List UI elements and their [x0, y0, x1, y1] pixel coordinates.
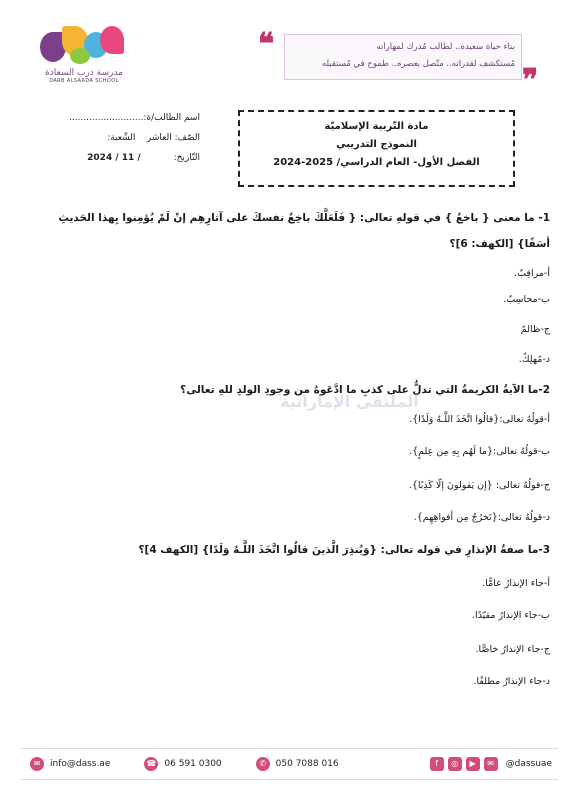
school-motto: [284, 34, 522, 80]
question-3-text: 3-ما صفةُ الإنذارِ في قوله تعالى: {وَيُنذِرَ الَّذينَ قالُوا اتَّخَذَ اللَّـهُ وَلَدًا} [الكهف 4]؟: [138, 544, 550, 556]
date-value: 2024 / 11 /: [87, 153, 141, 163]
footer-phone-1-text: 06 591 0300: [164, 759, 222, 769]
question-1-option-a[interactable]: أ-مراقِبٌ.: [514, 268, 550, 279]
student-name-field[interactable]: ..........................: [68, 113, 144, 123]
question-2-option-d[interactable]: د-قولُهُ تعالى:{تَخرُجُ مِن أفواهِهِم}.: [413, 512, 550, 523]
question-3-option-a[interactable]: أ-جاء الإنذارُ عامًّا.: [482, 578, 550, 589]
question-1-line-1: 1- ما معنى { باخعٌ } في قولهِ تعالى: { فَلَعَلَّكَ باخِعٌ نفسكَ على آثارِهِم إنْ لَمْ يُؤمِنوا بِهذا الحَديثِ: [58, 212, 550, 224]
date-row: [28, 148, 200, 168]
question-3-option-c[interactable]: ج-جاء الإنذارُ خاصًّا.: [475, 644, 550, 655]
facebook-icon[interactable]: f: [430, 757, 444, 771]
question-2-text: 2-ما الآيةُ الكريمةُ التي تدلُّ على كذبِ ما ادَّعَوهُ من وجودِ الولدِ للهِ تعالى؟: [180, 384, 550, 396]
grade-label: الصّف:: [174, 133, 200, 143]
question-1-option-c[interactable]: ج-ظالمٌ: [520, 324, 550, 335]
subject-box: [238, 110, 515, 187]
phone-icon: ☎: [144, 757, 158, 771]
instagram-icon[interactable]: ◎: [448, 757, 462, 771]
footer-phone-2-text: 050 7088 016: [275, 759, 339, 769]
term-year: الفصل الأول- العام الدراسي/ 2025-2024: [273, 157, 480, 168]
student-info: [28, 108, 200, 168]
quote-open-icon: ❝: [258, 27, 275, 62]
date-label: التّاريخ:: [173, 153, 200, 163]
quote-close-icon: ❞: [522, 63, 539, 98]
footer: [20, 748, 558, 780]
email-icon: ✉: [30, 757, 44, 771]
school-name-ar: مدرسة درب السعادة: [45, 68, 123, 78]
question-2-option-c[interactable]: ج-قولُهُ تعالى: {إن يَقولونَ إلّا كَذِبًا}.: [408, 480, 550, 491]
question-1-line-2: أسَفًا} [الكهف: 6]؟: [449, 238, 550, 250]
watermark: الملتقى الإماراتية: [280, 392, 419, 411]
exam-type: النموذج التدريبي: [336, 139, 417, 150]
motto-line-2: مُستكشف لقدراته.. متّصل بعصره.. طموح في مُستقبله: [321, 59, 515, 69]
question-2-option-b[interactable]: ب-قولُهُ تعالى:{ما لَهُم بِهِ مِن عِلمٍ}.: [409, 446, 550, 457]
logo-mark: [40, 26, 126, 66]
school-name-en: DARB ALSAADA SCHOOL: [49, 78, 119, 84]
footer-handle[interactable]: @dassuae: [505, 759, 552, 769]
whatsapp-icon: ✆: [256, 757, 270, 771]
question-3-option-b[interactable]: ب-جاء الإنذارُ مقيّدًا.: [472, 610, 550, 621]
grade-value: العاشر: [146, 133, 172, 143]
section-label: الشّعبة:: [107, 133, 136, 143]
footer-email-text: info@dass.ae: [50, 759, 111, 769]
footer-email[interactable]: [30, 757, 110, 771]
subject-title: مادة التّربية الإسلاميّة: [324, 121, 429, 132]
grade-row: [28, 128, 200, 148]
footer-social: [430, 757, 552, 771]
footer-phone-1[interactable]: [144, 757, 221, 771]
school-logo: [36, 26, 132, 84]
motto-line-1: بناء حياة سعيدة.. لطالب مُدرك لمهاراته: [376, 42, 515, 52]
email-social-icon[interactable]: ✉: [484, 757, 498, 771]
questions-area: [40, 200, 550, 700]
question-1-option-b[interactable]: ب-محاسِبٌ.: [503, 294, 550, 305]
student-name-label: اسم الطالب/ة:: [143, 113, 200, 123]
question-1-option-d[interactable]: د-مُهلِكٌ.: [518, 354, 550, 365]
youtube-icon[interactable]: ▶: [466, 757, 480, 771]
student-name-row: [28, 108, 200, 128]
footer-phone-2[interactable]: [256, 757, 339, 771]
question-2-option-a[interactable]: أ-قولُهُ تعالى:{قالُوا اتَّخَذَ اللَّـهُ وَلَدًا}.: [409, 414, 550, 425]
question-3-option-d[interactable]: د-جاء الإنذارُ مطلقًا.: [473, 676, 550, 687]
